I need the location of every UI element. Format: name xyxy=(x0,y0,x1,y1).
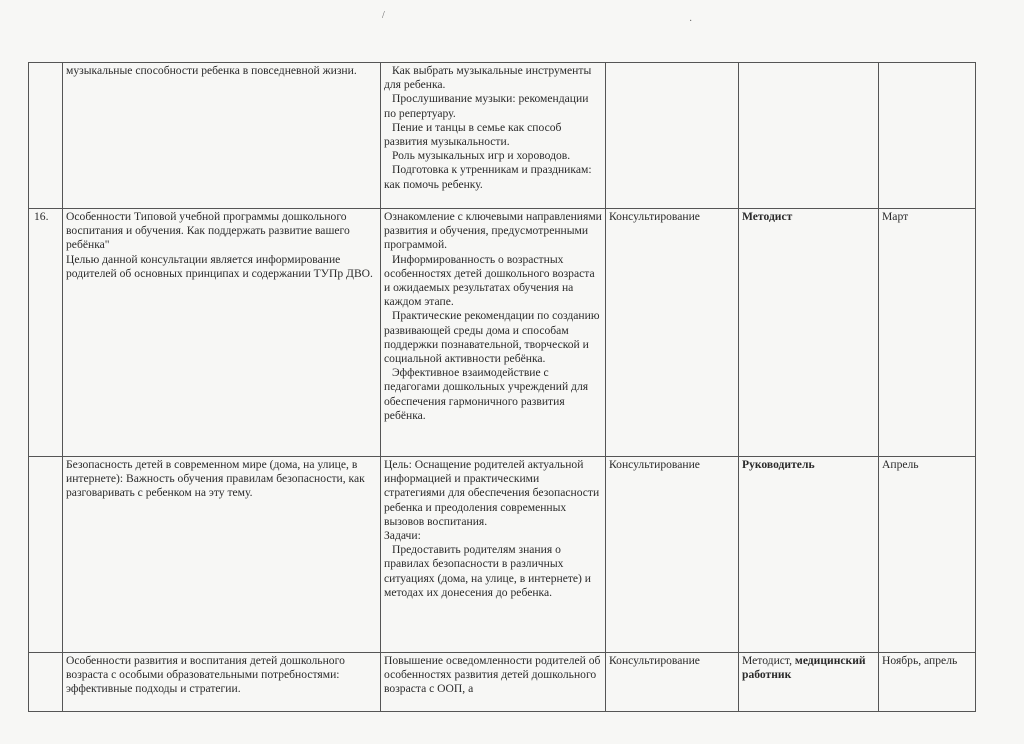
form-text: Консультирование xyxy=(609,210,700,223)
topic-text: музыкальные способности ребенка в повседневной жизни. xyxy=(66,64,357,77)
content-item: Повышение осведомленности родителей об особенностях развития детей дошкольного возраста с ООП, а xyxy=(384,654,601,696)
responsible-text-bold: медицинский работник xyxy=(742,654,866,682)
cell-responsible xyxy=(739,653,879,712)
cell-term xyxy=(879,457,976,653)
cell-term xyxy=(879,653,976,712)
topic-text: Особенности Типовой учебной программы дошкольного воспитания и обучения. Как поддержать развитие вашего ребёнка" xyxy=(66,210,350,252)
content-item: Ознакомление с ключевыми направлениями развития и обучения, предусмотренными программой. xyxy=(384,210,602,252)
content-item: Как выбрать музыкальные инструменты для ребенка. xyxy=(384,64,592,92)
topic-text: Особенности развития и воспитания детей дошкольного возраста с особыми образовательными потребностями: эффективные подходы и стратегии. xyxy=(66,654,345,696)
term-text: Апрель xyxy=(882,458,919,471)
content-item: Практические рекомендации по созданию развивающей среды дома и способам поддержки познавательной, творческой и социальной активности ребёнка. xyxy=(384,309,600,366)
form-text: Консультирование xyxy=(609,458,700,471)
table-row xyxy=(29,653,976,712)
cell-responsible xyxy=(739,457,879,653)
cell-topic xyxy=(63,653,381,712)
scan-mark: · xyxy=(689,16,693,27)
cell-content xyxy=(381,653,606,712)
responsible-text: Методист, xyxy=(742,654,795,667)
cell-form xyxy=(606,653,739,712)
responsible-text: Руководитель xyxy=(742,458,815,471)
cell-responsible xyxy=(739,63,879,209)
content-item: Задачи: xyxy=(384,529,421,543)
table-row xyxy=(29,209,976,457)
cell-number xyxy=(29,457,63,653)
content-item: Информированность о возрастных особенностях детей дошкольного возраста и ожидаемых результатах обучения на каждом этапе. xyxy=(384,252,595,309)
cell-number xyxy=(29,209,63,457)
cell-form xyxy=(606,63,739,209)
topic-text: Целью данной консультации является информирование родителей об основных принципах и содержании ТУПр ДВО. xyxy=(66,252,373,280)
cell-number xyxy=(29,63,63,209)
cell-form xyxy=(606,457,739,653)
content-item: Прослушивание музыки: рекомендации по репертуару. xyxy=(384,92,589,120)
table-row xyxy=(29,63,976,209)
topic-text: Безопасность детей в современном мире (дома, на улице, в интернете): Важность обучения правилам безопасности, как разговаривать с ребенком на эту тему. xyxy=(66,458,365,500)
scan-mark: / xyxy=(382,10,385,21)
row-number: 16. xyxy=(34,210,49,223)
cell-number xyxy=(29,653,63,712)
cell-topic xyxy=(63,63,381,209)
cell-topic xyxy=(63,209,381,457)
cell-content xyxy=(381,457,606,653)
cell-content xyxy=(381,63,606,209)
table-row xyxy=(29,457,976,653)
form-text: Консультирование xyxy=(609,654,700,667)
term-text: Ноябрь, апрель xyxy=(882,654,958,667)
content-item: Цель: Оснащение родителей актуальной информацией и практическими стратегиями для обеспечения безопасности ребенка и преодоления современных вызовов воспитания. xyxy=(384,458,600,528)
responsible-text: Методист xyxy=(742,210,793,223)
cell-term xyxy=(879,63,976,209)
content-item: Эффективное взаимодействие с педагогами дошкольных учреждений для обеспечения гармоничного развития ребёнка. xyxy=(384,366,589,422)
content-item: Роль музыкальных игр и хороводов. xyxy=(392,149,571,163)
content-item: Предоставить родителям знания о правилах безопасности в различных ситуациях (дома, на улице, в интернете) и методах их донесения до ребенка. xyxy=(384,543,592,599)
plan-table xyxy=(28,62,976,712)
cell-responsible xyxy=(739,209,879,457)
content-item: Пение и танцы в семье как способ развития музыкальности. xyxy=(384,120,562,149)
cell-form xyxy=(606,209,739,457)
cell-topic xyxy=(63,457,381,653)
cell-term xyxy=(879,209,976,457)
content-item: Подготовка к утренникам и праздникам: как помочь ребенку. xyxy=(384,163,592,191)
term-text: Март xyxy=(882,210,909,223)
cell-content xyxy=(381,209,606,457)
